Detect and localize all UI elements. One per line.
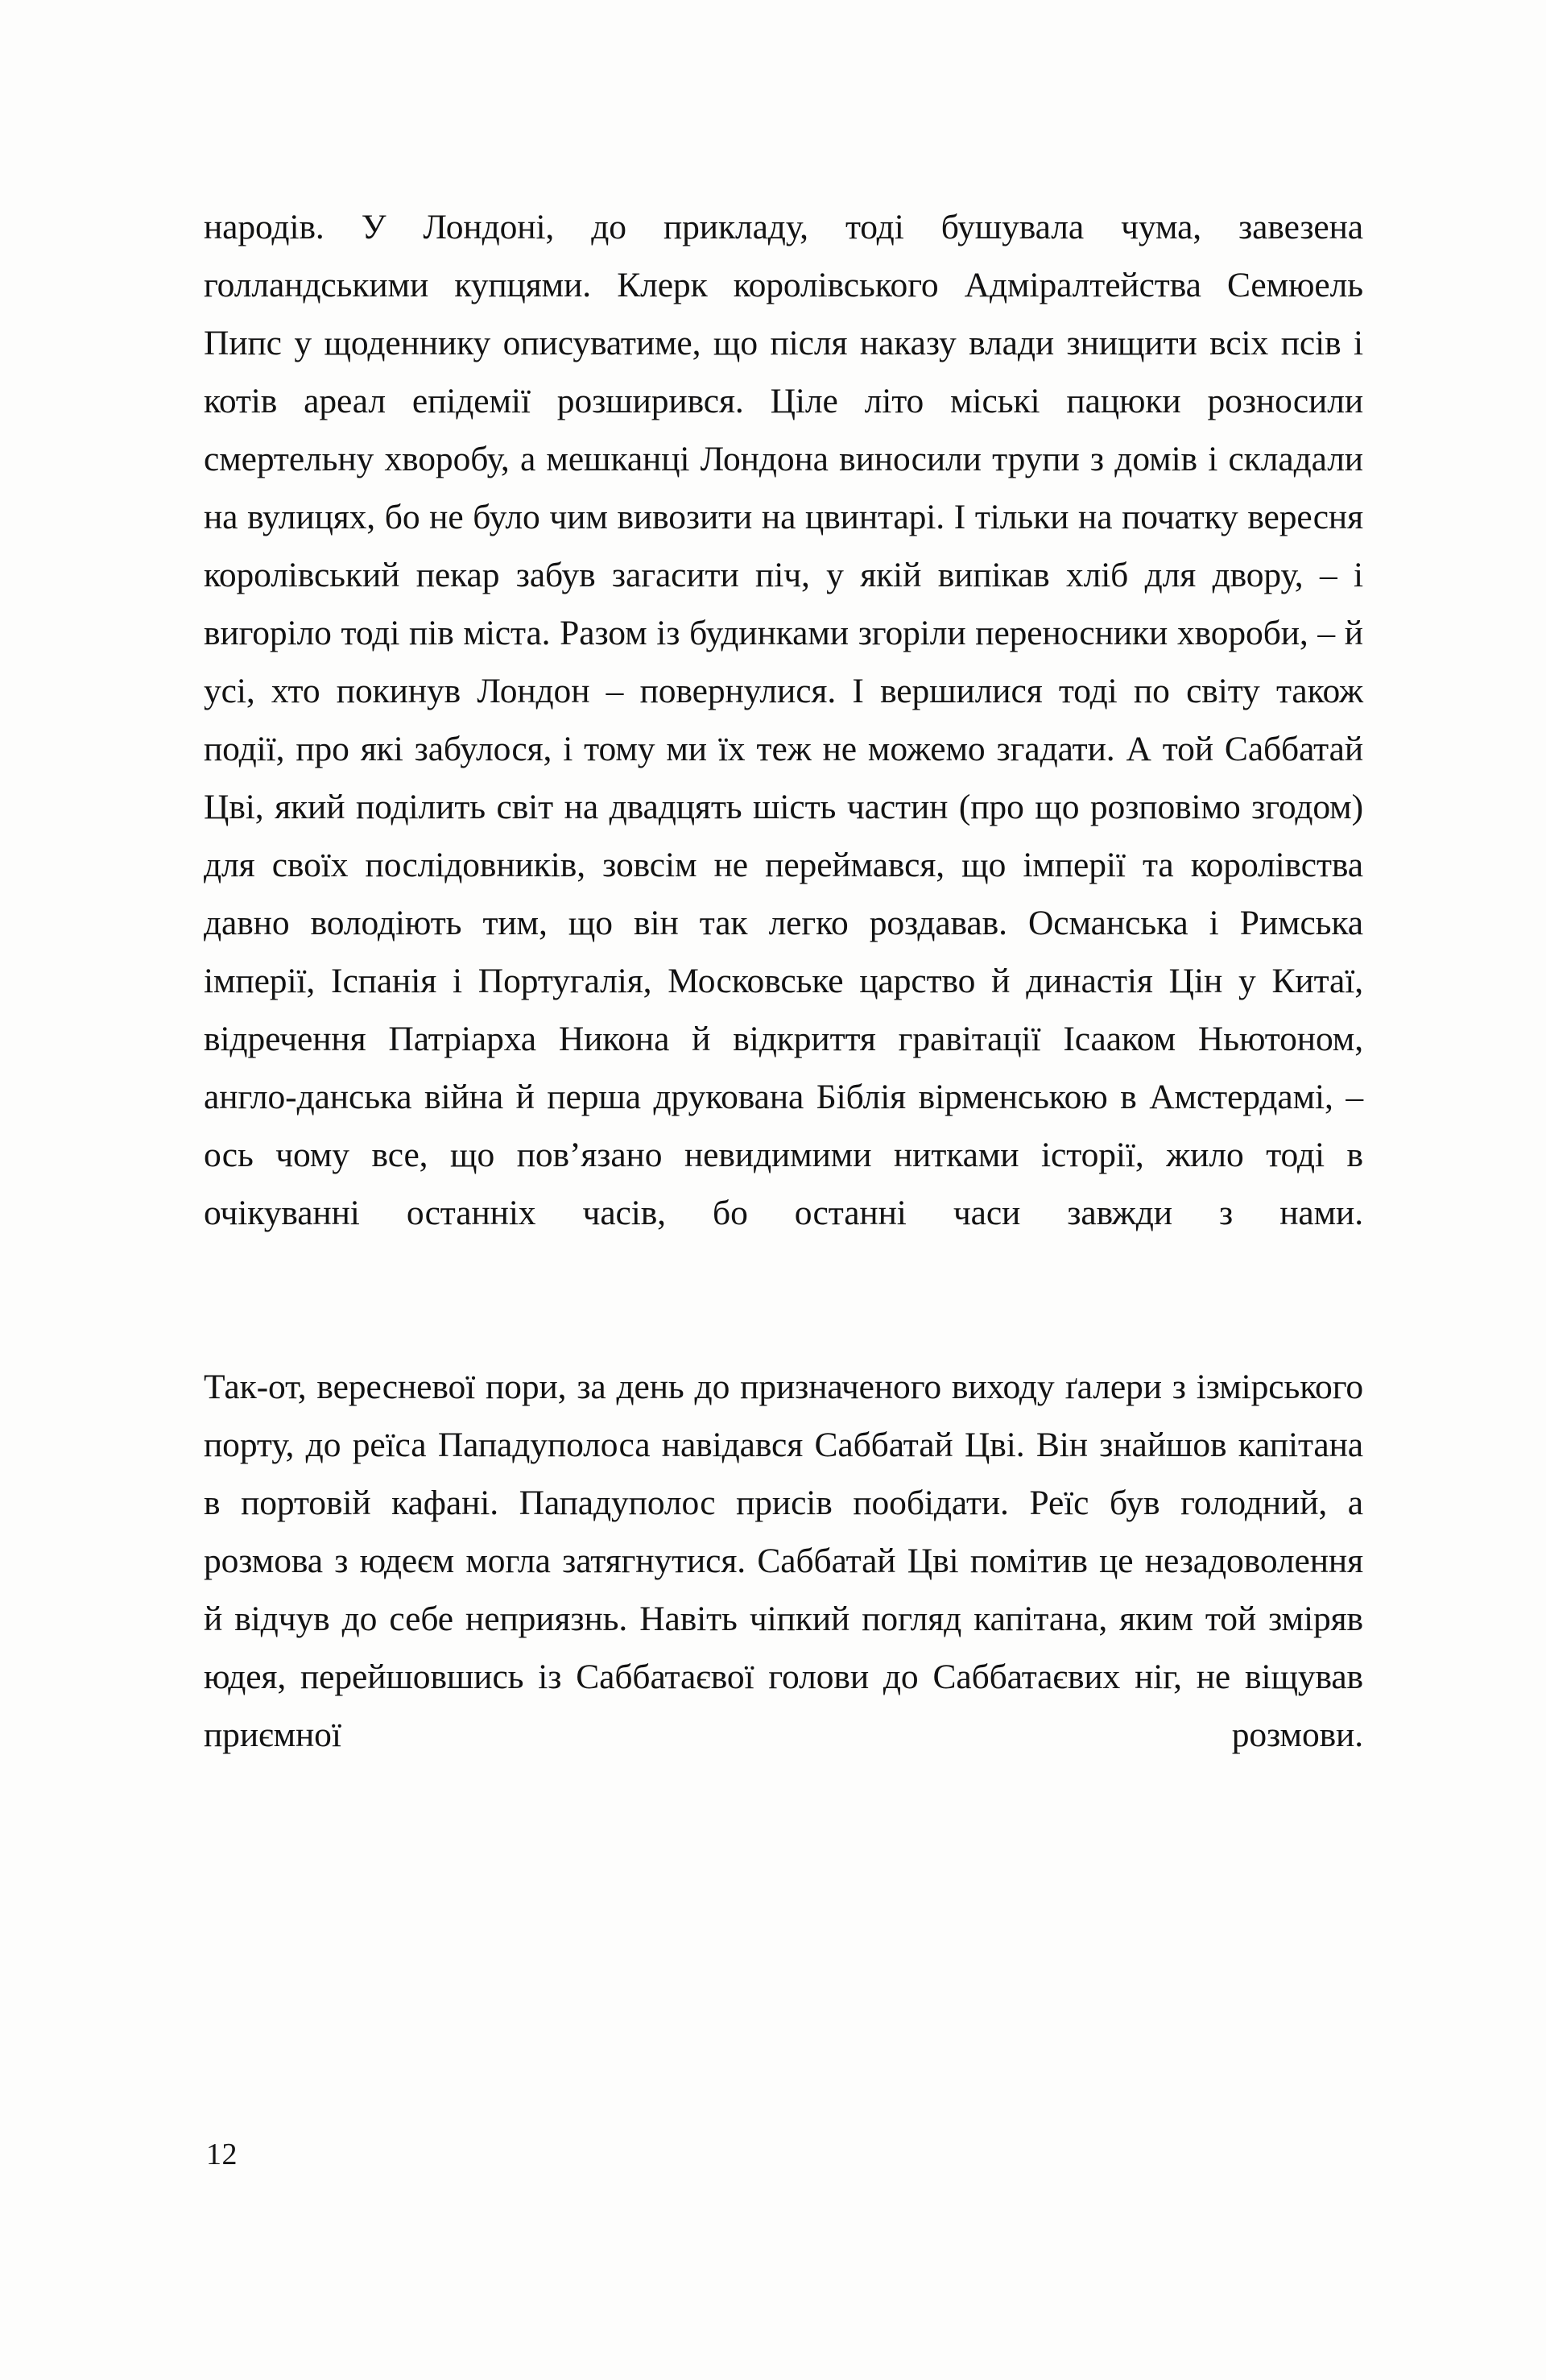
body-text-block <box>204 198 1363 1822</box>
paragraph-1: народів. У Лондоні, до прикладу, тоді бушувала чума, завезена голландськими купцями. Клерк королівського Адміралтейства Семюель Пипс у щоденнику описуватиме, що після наказу влади знищити всіх псів і котів ареал епідемії розширився. Ціле літо міські пацюки розносили смертельну хворобу, а мешканці Лондона виносили трупи з домів і складали на вулицях, бо не було чим вивозити на цвинтарі. І тільки на початку вересня королівський пекар забув загасити піч, у якій випікав хліб для двору, – і вигоріло тоді пів міста. Разом із будинками згоріли переносники хвороби, – й усі, хто покинув Лондон – повернулися. І вершилися тоді по світу також події, про які забулося, і тому ми їх теж не можемо згадати. А той Саббатай Цві, який поділить світ на двадцять шість частин (про що розповімо згодом) для своїх послідовників, зовсім не переймався, що імперії та королівства давно володіють тим, що він так легко роздавав. Османська і Римська імперії, Іспанія і Португалія, Московське царство й династія Цін у Китаї, відречення Патріарха Никона й відкриття гравітації Ісааком Ньютоном, англо-данська війна й перша друкована Біблія вірменською в Амстердамі, – ось чому все, що пов’язано невидимими нитками історії, жило тоді в очікуванні останніх часів, бо останні часи завжди з нами. <box>204 208 1363 1232</box>
page-number: 12 <box>206 2138 238 2171</box>
paragraph-2: Так-от, вересневої пори, за день до призначеного виходу ґалери з ізмірського порту, до реїса Пападуполоса навідався Саббатай Цві. Він знайшов капітана в портовій кафані. Пападуполос присів пообідати. Реїс був голодний, а розмова з юдеєм могла затягнутися. Саббатай Цві помітив це незадоволення й відчув до себе неприязнь. Навіть чіпкий погляд капітана, яким той зміряв юдея, перейшовшись із Саббатаєвої голови до Саббатаєвих ніг, не віщував приємної розмови. <box>204 1368 1363 1754</box>
paragraph-spacer <box>204 1300 1363 1358</box>
